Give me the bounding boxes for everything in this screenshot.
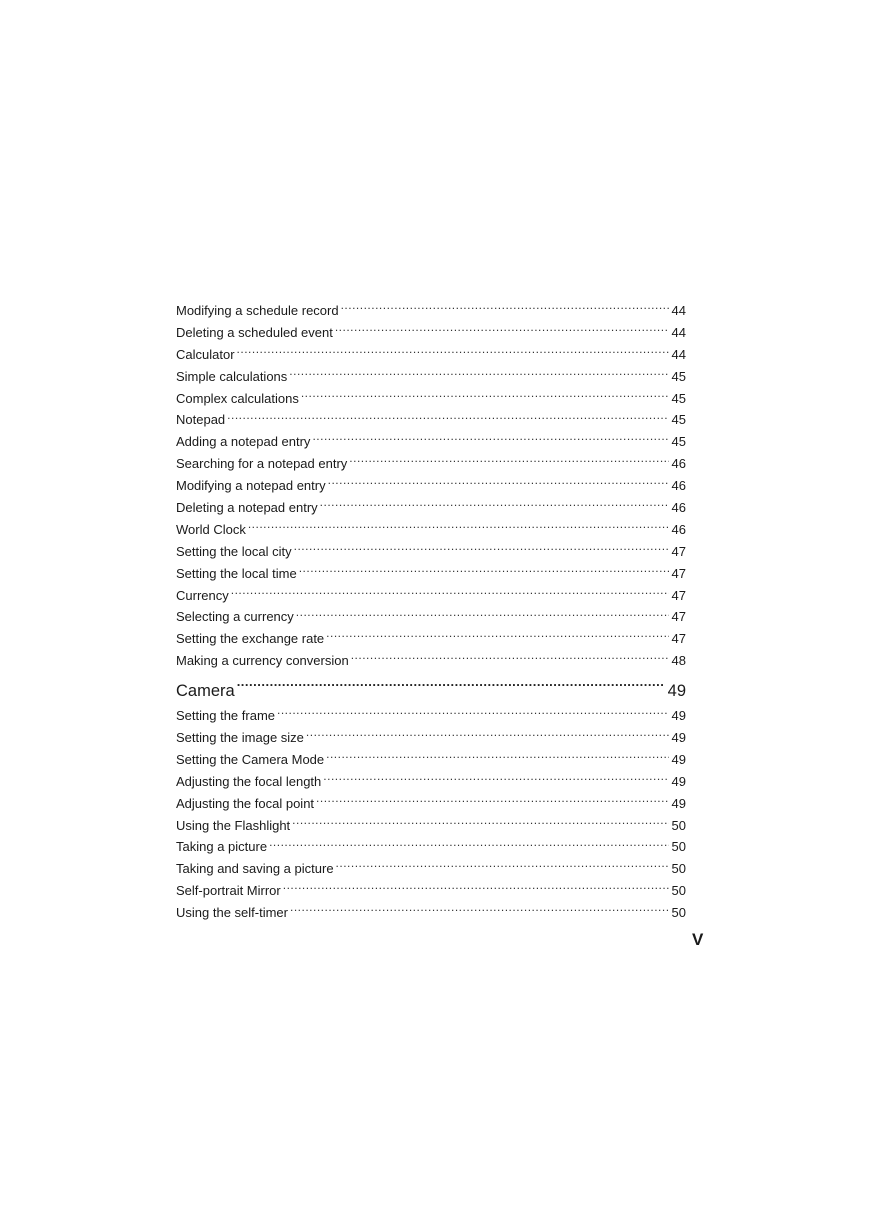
dot-leader xyxy=(328,477,669,490)
dot-leader xyxy=(290,904,669,917)
toc-entry-title: Adjusting the focal point xyxy=(176,795,315,811)
toc-entry-title: Using the Flashlight xyxy=(176,817,291,833)
toc-entry-title: Calculator xyxy=(176,346,235,362)
dot-leader xyxy=(248,521,669,534)
toc-chapter-entry[interactable] xyxy=(176,674,686,708)
toc-entry-page: 49 xyxy=(671,708,686,724)
toc-entry-title: Making a currency conversion xyxy=(176,653,349,669)
toc-entry[interactable] xyxy=(176,650,686,672)
dot-leader xyxy=(292,817,668,830)
toc-entry[interactable] xyxy=(176,388,686,410)
table-of-contents xyxy=(176,300,686,924)
toc-entry-page: 47 xyxy=(671,609,686,625)
toc-entry-page: 45 xyxy=(671,412,686,428)
dot-leader xyxy=(277,707,669,720)
dot-leader xyxy=(227,411,668,424)
toc-entry[interactable] xyxy=(176,793,686,815)
dot-leader xyxy=(306,729,669,742)
toc-entry-page: 44 xyxy=(671,303,686,318)
page-number: V xyxy=(692,930,704,949)
toc-entry-page: 47 xyxy=(671,631,686,647)
toc-entry[interactable] xyxy=(176,453,686,475)
dot-leader xyxy=(231,587,669,600)
dot-leader xyxy=(294,543,669,556)
toc-entry-page: 49 xyxy=(671,730,686,746)
dot-leader xyxy=(269,838,668,851)
toc-entry[interactable] xyxy=(176,563,686,585)
toc-entry[interactable] xyxy=(176,705,686,727)
toc-entry-title: Adjusting the focal length xyxy=(176,773,322,789)
toc-entry-title: Taking and saving a picture xyxy=(176,861,334,877)
toc-entry-page: 46 xyxy=(671,521,686,537)
toc-entry[interactable] xyxy=(176,300,686,322)
toc-entry[interactable] xyxy=(176,366,686,388)
toc-entry[interactable] xyxy=(176,475,686,497)
toc-entry-page: 46 xyxy=(671,456,686,472)
toc-entry-title: Setting the frame xyxy=(176,708,275,724)
toc-entry-title: Deleting a scheduled event xyxy=(176,324,333,340)
toc-entry[interactable] xyxy=(176,628,686,650)
toc-entry-title: Camera xyxy=(176,682,235,701)
toc-entry-page: 49 xyxy=(667,682,686,701)
dot-leader xyxy=(326,630,668,643)
dot-leader xyxy=(316,795,668,808)
toc-entry[interactable] xyxy=(176,585,686,607)
toc-entry[interactable] xyxy=(176,431,686,453)
dot-leader xyxy=(237,346,669,359)
toc-entry-title: Deleting a notepad entry xyxy=(176,500,318,516)
toc-entry-page: 47 xyxy=(671,587,686,603)
toc-entry[interactable] xyxy=(176,727,686,749)
toc-entry-page: 45 xyxy=(671,390,686,406)
dot-leader xyxy=(341,302,669,315)
toc-entry-page: 47 xyxy=(671,543,686,559)
toc-entry[interactable] xyxy=(176,344,686,366)
toc-entry[interactable] xyxy=(176,858,686,880)
toc-entry-page: 44 xyxy=(671,324,686,340)
toc-entry-title: Setting the local time xyxy=(176,565,297,581)
dot-leader xyxy=(289,368,668,381)
toc-entry-page: 47 xyxy=(671,565,686,581)
dot-leader xyxy=(351,652,669,665)
dot-leader xyxy=(312,433,668,446)
toc-entry-page: 50 xyxy=(671,861,686,877)
toc-entry-title: Notepad xyxy=(176,412,226,428)
dot-leader xyxy=(335,324,669,337)
toc-entry[interactable] xyxy=(176,836,686,858)
toc-entry-page: 45 xyxy=(671,434,686,450)
toc-entry-page: 48 xyxy=(671,653,686,669)
toc-entry-title: Setting the Camera Mode xyxy=(176,751,325,767)
dot-leader xyxy=(299,565,669,578)
toc-entry-title: Setting the image size xyxy=(176,730,304,746)
dot-leader xyxy=(237,680,665,697)
toc-entry-title: Setting the local city xyxy=(176,543,292,559)
toc-entry-title: Modifying a notepad entry xyxy=(176,478,326,494)
toc-entry[interactable] xyxy=(176,749,686,771)
toc-entry-page: 50 xyxy=(671,905,686,921)
toc-entry[interactable] xyxy=(176,771,686,793)
toc-entry-title: Self-portrait Mirror xyxy=(176,883,281,899)
toc-entry-page: 46 xyxy=(671,478,686,494)
toc-entry-title: Searching for a notepad entry xyxy=(176,456,348,472)
toc-entry-page: 44 xyxy=(671,346,686,362)
dot-leader xyxy=(336,860,669,873)
toc-entry-page: 49 xyxy=(671,751,686,767)
toc-entry[interactable] xyxy=(176,541,686,563)
dot-leader xyxy=(326,751,668,764)
toc-entry[interactable] xyxy=(176,815,686,837)
toc-entry[interactable] xyxy=(176,519,686,541)
toc-entry-page: 45 xyxy=(671,368,686,384)
dot-leader xyxy=(283,882,669,895)
toc-entry[interactable] xyxy=(176,902,686,924)
dot-leader xyxy=(323,773,668,786)
toc-entry[interactable] xyxy=(176,880,686,902)
toc-entry-title: Setting the exchange rate xyxy=(176,631,325,647)
toc-entry-title: Selecting a currency xyxy=(176,609,294,625)
toc-entry-title: Using the self-timer xyxy=(176,905,288,921)
toc-entry-page: 49 xyxy=(671,795,686,811)
toc-entry-page: 50 xyxy=(671,883,686,899)
toc-entry[interactable] xyxy=(176,606,686,628)
toc-entry-title: Simple calculations xyxy=(176,368,288,384)
toc-entry[interactable] xyxy=(176,322,686,344)
toc-entry[interactable] xyxy=(176,497,686,519)
toc-entry-page: 46 xyxy=(671,500,686,516)
toc-entry-page: 50 xyxy=(671,817,686,833)
toc-entry-title: Modifying a schedule record xyxy=(176,303,339,318)
dot-leader xyxy=(320,499,669,512)
dot-leader xyxy=(296,608,669,621)
toc-entry-title: Taking a picture xyxy=(176,839,268,855)
toc-entry-title: Complex calculations xyxy=(176,390,299,406)
dot-leader xyxy=(301,390,669,403)
toc-entry-page: 50 xyxy=(671,839,686,855)
toc-entry-title: Adding a notepad entry xyxy=(176,434,311,450)
toc-entry-title: Currency xyxy=(176,587,229,603)
dot-leader xyxy=(349,455,668,468)
toc-entry-title: World Clock xyxy=(176,521,246,537)
toc-entry-page: 49 xyxy=(671,773,686,789)
toc-entry[interactable] xyxy=(176,409,686,431)
